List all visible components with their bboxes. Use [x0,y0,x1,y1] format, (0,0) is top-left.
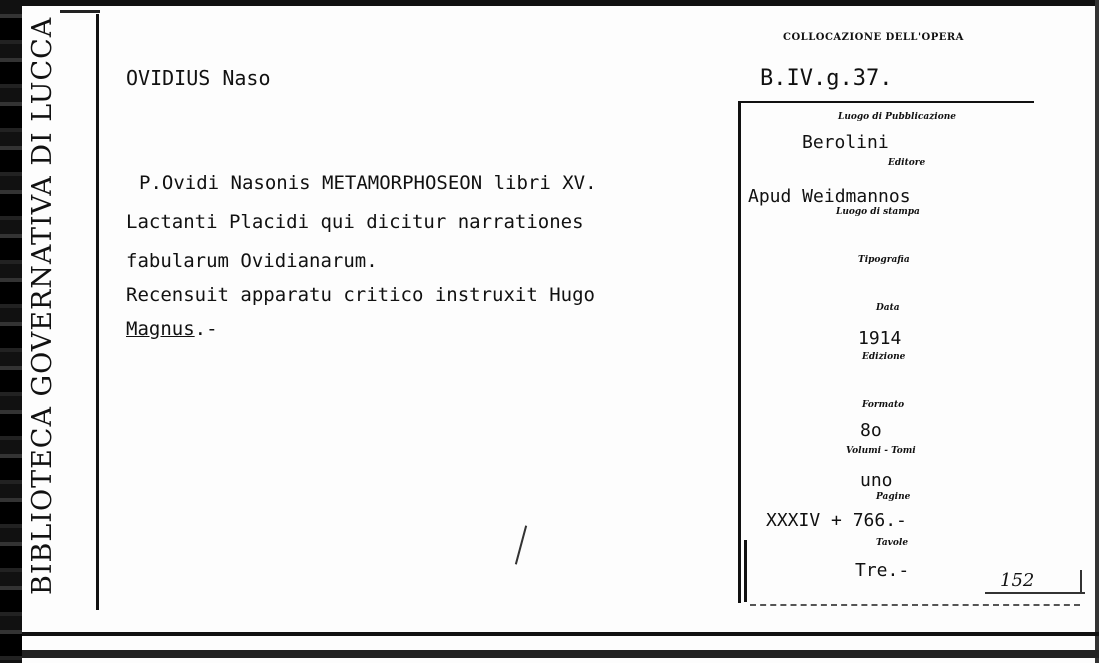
tavole-label: Tavole [876,538,909,548]
signature-tick [1080,570,1082,594]
card-edge-bottom-strip [22,650,1099,658]
card-edge-bottom [22,632,1099,636]
author-heading: OVIDIUS Naso [126,66,271,90]
title-suffix: .- [194,318,218,340]
pagine-value: XXXIV + 766.- [766,510,907,531]
card-edge-left [0,0,22,663]
volumi-value: uno [860,470,893,491]
shelfmark-header: COLLOCAZIONE DELL'OPERA [783,32,964,43]
card-edge-right [1095,0,1099,663]
data-label: Data [876,303,900,313]
formato-value: 8o [860,420,882,441]
data-value: 1914 [858,328,902,349]
title-line-last [126,318,218,340]
formato-label: Formato [862,400,905,410]
title-line: P.Ovidi Nasonis METAMORPHOSEON libri XV. [139,172,597,194]
luogo-pub-value: Berolini [802,132,889,153]
luogo-stampa-label: Luogo di stampa [836,207,920,217]
editor-name: Magnus [126,318,195,340]
margin-rule [96,14,99,610]
details-box-left [738,101,741,603]
pagine-label: Pagine [876,492,911,502]
title-line: Lactanti Placidi qui dicitur narrationes [126,211,584,233]
title-line: Recensuit apparatu critico instruxit Hugo [126,284,595,306]
volumi-label: Volumi - Tomi [846,446,916,456]
shelfmark: B.IV.g.37. [760,66,893,91]
edizione-label: Edizione [862,352,906,362]
details-box-top [738,101,1034,103]
card-mark [60,10,100,13]
card-edge-top [22,0,1099,6]
details-box-left-lower [744,540,747,602]
title-line: fabularum Ovidianarum. [126,250,378,272]
tipografia-label: Tipografia [858,255,910,265]
tavole-value: Tre.- [855,560,910,581]
luogo-pub-label: Luogo di Pubblicazione [838,112,956,122]
library-name: BIBLIOTECA GOVERNATIVA DI LUCCA [27,16,58,595]
dashed-rule [750,604,1080,606]
signature-underline [985,592,1085,594]
handwritten-number: 152 [1000,570,1035,591]
pen-mark [515,525,527,564]
editore-label: Editore [888,158,926,168]
editore-value: Apud Weidmannos [748,186,911,207]
